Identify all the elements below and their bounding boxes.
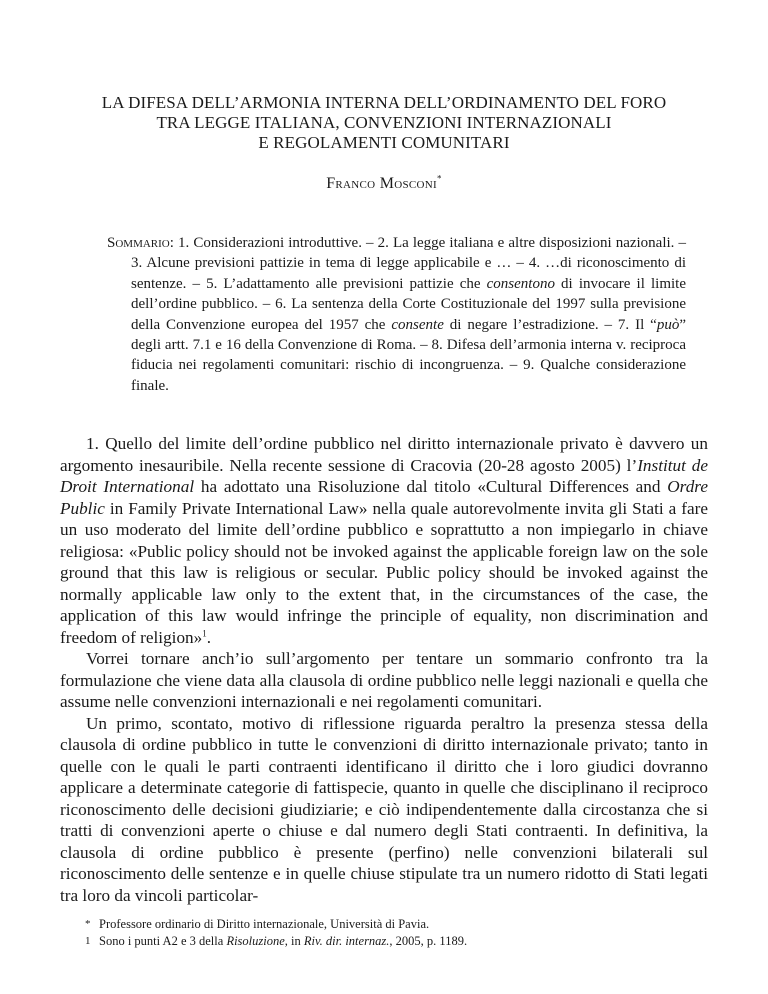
footnote-ref-1[interactable]: 1 <box>202 627 207 638</box>
summary-text: di negare l’estradizione. – 7. Il “ <box>443 316 657 333</box>
author-footnote-mark: * <box>436 173 442 184</box>
paragraph-text: in Family Private International Law» nella quale autorevolmente invita gli Stati a fare un uso moderato del limite dell’ordine pubblico e soprattutto a non impiegarlo in chiave religiosa: «Public policy should not be invoked against the applicable foreign law on the sole ground that this law is religious or secular. Public policy should be invoked against the normally applicable law only to the extent that, in the circumstances of the case, the application of this law would infringe the principle of equality, non discrimination and freedom of religion» <box>60 498 708 647</box>
summary-block <box>107 233 686 396</box>
footnote-mark: 1 <box>85 935 91 947</box>
footnote-author <box>85 916 685 933</box>
footnote-1 <box>85 933 685 950</box>
paragraph-emphasis: Institut de Droit International <box>60 455 708 496</box>
title-line-3: E REGOLAMENTI COMUNITARI <box>258 133 510 152</box>
footnote-emphasis: Riv. dir. internaz. <box>303 934 390 948</box>
footnote-mark: * <box>85 918 91 930</box>
summary-text: ” degli artt. 7.1 e 16 della Convenzione di Roma. – 8. Difesa dell’armonia interna v. reciproca fiducia nei regolamenti comunitari: rischio di incongruenza. – 9. Qualche considerazione finale. <box>131 316 686 394</box>
footnotes <box>85 916 685 950</box>
footnote-part: , 2005, p. 1189. <box>389 934 468 948</box>
paragraph-emphasis: Ordre Public <box>60 477 708 518</box>
summary-emphasis: può <box>656 316 680 333</box>
title-line-1: LA DIFESA DELL’ARMONIA INTERNA DELL’ORDINAMENTO DEL FORO <box>101 93 667 112</box>
footnote-part: Sono i punti A2 e 3 della <box>99 934 227 948</box>
author-line <box>60 175 708 193</box>
footnote-part: , in <box>284 934 304 948</box>
summary-label: Sommario <box>107 235 170 251</box>
paragraph-1 <box>60 433 708 648</box>
paragraph-text: . <box>206 627 212 647</box>
body-text <box>60 433 708 906</box>
paragraph-2: Vorrei tornare anch’io sull’argomento per tentare un sommario confronto tra la formulazione che viene data alla clausola di ordine pubblico nelle leggi nazionali e quella che assume nelle convenzioni internazionali e nei regolamenti comunitari. <box>60 649 708 711</box>
paragraph-text: ha adottato una Risoluzione dal titolo «Cultural Differences and <box>194 477 668 496</box>
footnote-text <box>99 933 685 950</box>
summary-text: : 1. Considerazioni introduttive. – 2. La legge italiana e altre disposizioni nazionali. – 3. Alcune previsioni pattizie in tema di legge applicabile e … – 4. …di riconoscimento di sentenze. – 5. L’adattamento alle previsioni pattizie che <box>131 235 686 292</box>
footnote-emphasis: Risoluzione <box>226 934 285 948</box>
footnote-text: Professore ordinario di Diritto internazionale, Università di Pavia. <box>99 917 430 931</box>
paragraph-text: 1. Quello del limite dell’ordine pubblico nel diritto internazionale privato è davvero un argomento inesauribile. Nella recente sessione di Cracovia (20-28 agosto 2005) l’ <box>60 434 708 475</box>
summary-text: di invocare il limite dell’ordine pubblico. – 6. La sentenza della Corte Costituzionale del 1997 sulla previsione della Convenzione europea del 1957 che <box>131 275 686 333</box>
paragraph-3: Un primo, scontato, motivo di riflessione riguarda peraltro la presenza stessa della clausola di ordine pubblico in tutte le convenzioni di diritto internazionale privato; tanto in quelle con le quali le parti contraenti identificano il diritto che i loro giudici dovranno applicare a determinate categorie di fattispecie, quanto in quelle che disciplinano il reciproco riconoscimento delle decisioni giudiziarie; e ciò indipendentemente dalla circostanza che si tratti di convenzioni aperte o chiuse e dal numero degli Stati contraenti. In definitiva, la clausola di ordine pubblico è presente (perfino) nelle convenzioni bilaterali sul riconoscimento delle sentenze e in quelle chiuse stipulate tra un numero ridotto di Stati legati tra loro da vincoli particolar- <box>60 713 708 905</box>
author-name: Franco Mosconi <box>326 175 437 192</box>
title-line-2: TRA LEGGE ITALIANA, CONVENZIONI INTERNAZIONALI <box>156 113 612 132</box>
summary-emphasis: consentono <box>486 275 555 292</box>
summary-emphasis: consente <box>391 316 444 333</box>
article-title <box>60 93 708 153</box>
